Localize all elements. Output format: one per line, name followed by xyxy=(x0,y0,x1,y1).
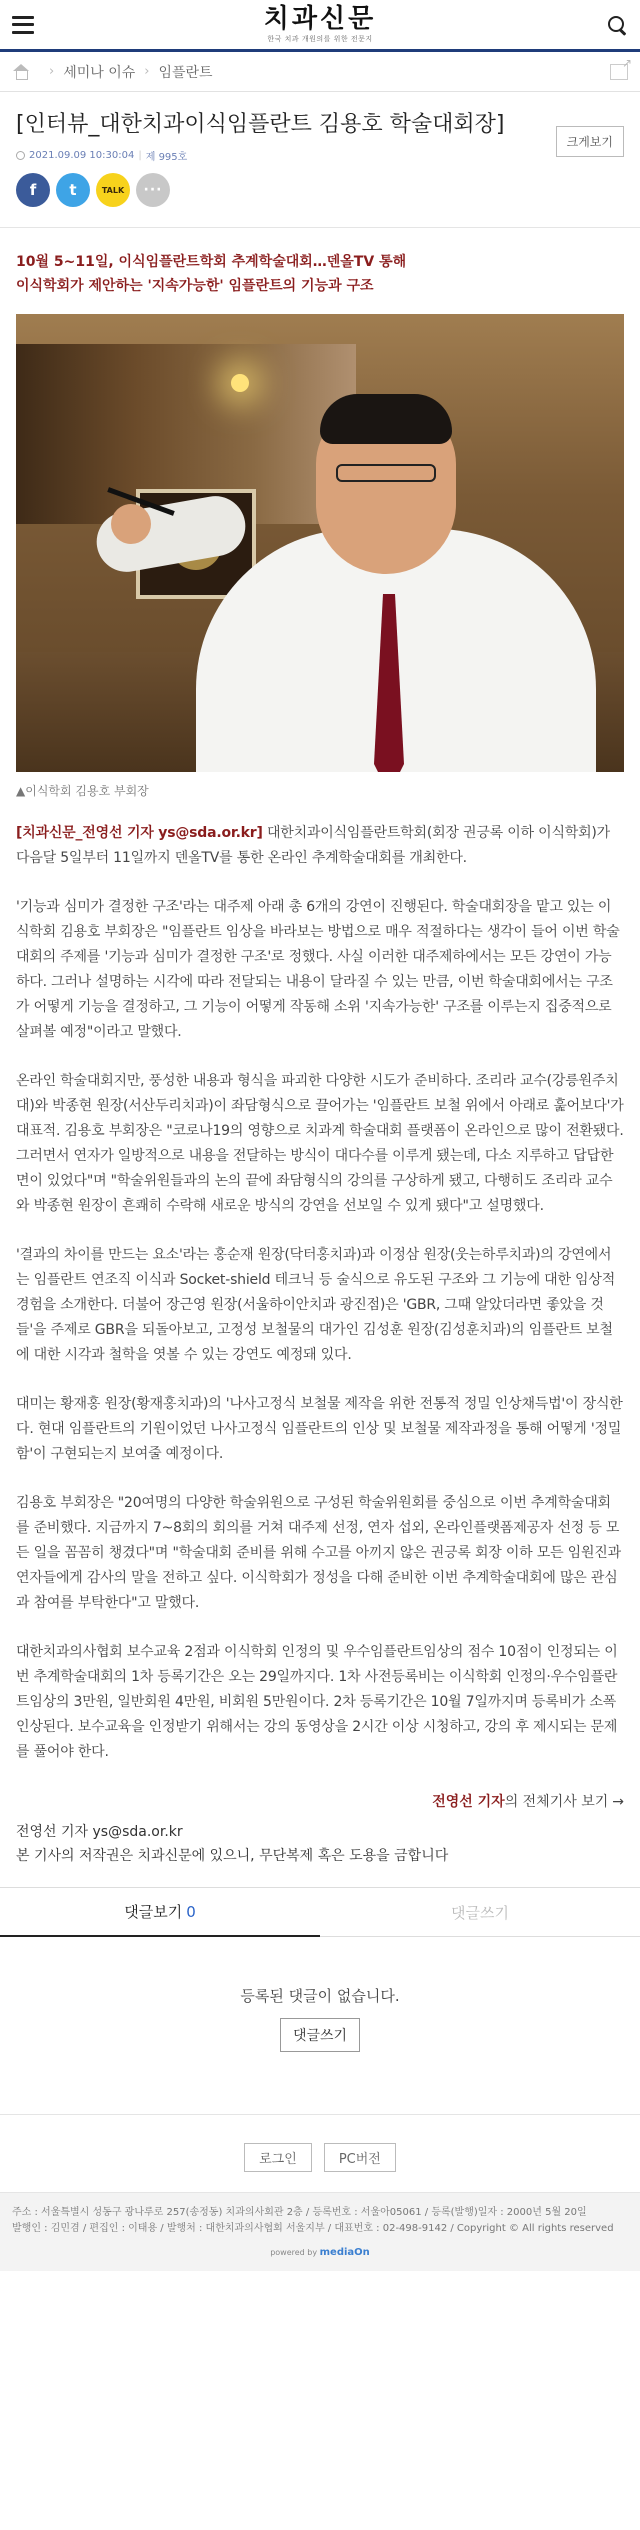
comment-count: 0 xyxy=(186,1902,196,1921)
paragraph-1-text: 대한치과이식임플란트학회(회장 권긍록 이하 이식학회)가 다음달 5일부터 11일까지 덴올TV를 통한 온라인 추계학술대회를 개최한다. xyxy=(16,825,611,866)
logo-subtext: 한국 치과 개원의를 위한 전문지 xyxy=(267,35,373,43)
breadcrumb xyxy=(0,52,640,92)
photo-glasses xyxy=(336,464,436,482)
twitter-icon[interactable]: t xyxy=(56,173,90,207)
paragraph-3: 온라인 학술대회지만, 풍성한 내용과 형식을 파괴한 다양한 시도가 준비하다. 조리라 교수(강릉원주치대)와 박종현 원장(서산두리치과)이 좌담형식으로 끌어가는 '임플란트 보철 위에서 아래로 훑어보다'가 대표적. 김용호 부회장은 "코로나19의 영향으로 치과계 학술대회 플랫폼이 온라인으로 많이 전환됐다. 그러면서 연자가 일방적으로 내용을 전달하는 방식이 대다수를 이루게 됐는데, 다소 지루하고 답답한 면이 있었다"며 "학술위원들과의 논의 끝에 좌담형식의 강의를 구상하게 됐고, 다행히도 조리라 교수와 박종현 원장이 흔쾌히 수락해 새로운 방식의 강연을 선보일 수 있게 됐다"고 설명했다. xyxy=(16,1073,624,1214)
powered-prefix: powered by xyxy=(270,2248,318,2257)
photo-caption: ▲이식학회 김용호 부회장 xyxy=(16,784,149,798)
footer-info xyxy=(0,2192,640,2271)
footer-info-line-1: 주소 : 서울특별시 성동구 광나루로 257(송정동) 치과의사회관 2층 / 등록번호 : 서울아05061 / 등록(발행)일자 : 2000년 5월 20일 xyxy=(12,2207,587,2218)
article-title: [인터뷰_대한치과이식임플란트 김용호 학술대회장] xyxy=(16,112,505,137)
photo-hair xyxy=(320,394,452,444)
clock-icon xyxy=(16,151,25,160)
write-comment-button[interactable]: 댓글쓰기 xyxy=(280,2018,360,2052)
article-meta xyxy=(16,148,187,163)
tab-comment-view[interactable] xyxy=(0,1888,320,1937)
photo-lamp xyxy=(231,374,249,392)
pc-version-button[interactable]: PC버전 xyxy=(324,2143,396,2172)
footer-info-line-2: 발행인 : 김민겸 / 편집인 : 이태용 / 발행처 : 대한치과의사협회 서울지부 / 대표번호 : 02-498-9142 / Copyright © All rights reserved xyxy=(12,2223,614,2234)
share-buttons xyxy=(16,173,624,207)
writer-articles-link[interactable] xyxy=(0,1789,640,1811)
meta-row xyxy=(16,135,624,163)
paragraph-7: 대한치과의사협회 보수교육 2점과 이식학회 인정의 및 우수임플란트임상의 점수 10점이 인정되는 이번 추계학술대회의 1차 등록기간은 오는 29일까지다. 1차 사전등록비는 이식학회 인정의·우수임플란트임상의 3만원, 일반회원 4만원, 비회원 5만원이다. 2차 등록기간은 10월 7일까지며 등록비가 소폭 인상된다. 보수교육을 인정받기 위해서는 강의 동영상을 2시간 이상 시청하고, 강의 후 제시되는 문제를 풀어야 한다. xyxy=(16,1644,618,1760)
paragraph-6: 김용호 부회장은 "20여명의 다양한 학술위원으로 구성된 학술위원회를 중심으로 이번 추계학술대회를 준비했다. 지금까지 7~8회의 회의를 거쳐 대주제 선정, 연자 섭외, 온라인플랫폼제공자 선정 등 모든 일을 꼼꼼히 챙겼다"며 "학술대회 준비를 위해 수고를 아끼지 않은 권긍록 회장 이하 모든 임원진과 연자들에게 감사의 말을 전하고 싶다. 이식학회가 정성을 다해 준비한 이번 추계학술대회에 많은 관심과 참여를 부탁한다"고 말했다. xyxy=(16,1495,621,1611)
meta-separator: | xyxy=(138,150,142,161)
subtitle-line-2: 이식학회가 제안하는 '지속가능한' 임플란트의 기능과 구조 xyxy=(16,278,374,294)
chevron-right-icon: › xyxy=(144,64,150,79)
subtitle-line-1: 10월 5~11일, 이식임플란트학회 추계학술대회…덴올TV 통해 xyxy=(16,254,407,270)
copyright-notice: 본 기사의 저작권은 치과신문에 있으니, 무단복제 혹은 도용을 금합니다 xyxy=(16,1848,449,1864)
breadcrumb-item-seminar[interactable]: 세미나 이슈 xyxy=(63,64,136,81)
tab-comment-view-label: 댓글보기 xyxy=(124,1903,183,1921)
photo-hand xyxy=(111,504,151,544)
facebook-icon[interactable]: f xyxy=(16,173,50,207)
article-body xyxy=(0,799,640,1765)
comment-tabs xyxy=(0,1887,640,1937)
article-subtitle xyxy=(0,228,640,298)
powered-brand-logo: mediaOn xyxy=(319,2247,370,2258)
article-header xyxy=(0,92,640,207)
writer-name: 전영선 기자 xyxy=(432,1794,505,1810)
paragraph-1 xyxy=(16,821,624,871)
big-view-button[interactable]: 크게보기 xyxy=(556,126,624,157)
breadcrumb-item-implant[interactable]: 임플란트 xyxy=(158,64,213,81)
footer-buttons xyxy=(0,2114,640,2172)
photo-container xyxy=(0,298,640,772)
home-icon[interactable] xyxy=(12,64,30,80)
top-header xyxy=(0,0,640,52)
article-date: 2021.09.09 10:30:04 xyxy=(29,150,135,161)
comment-empty-message: 등록된 댓글이 없습니다. xyxy=(240,1987,400,2005)
paragraph-4: '결과의 차이를 만드는 요소'라는 홍순재 원장(닥터홍치과)과 이정삼 원장(웃는하루치과)의 강연에서는 임플란트 연조직 이식과 Socket-shield 테크닉 등 술식으로 유도된 구조와 그 기능에 대한 임상적 경험을 소개한다. 더불어 장근영 원장(서울하이안치과 광진점)은 'GBR, 그때 알았더라면 좋았을 것들'을 주제로 GBR을 되돌아보고, 고정성 보철물의 대가인 김성훈 원장(김성훈치과)의 임플란트 보철에 대한 시각과 철학을 엿볼 수 있는 강연도 예정돼 있다. xyxy=(16,1247,616,1363)
search-icon[interactable] xyxy=(606,14,628,36)
login-button[interactable]: 로그인 xyxy=(244,2143,312,2172)
writer-link-label: 의 전체기사 보기 xyxy=(504,1794,609,1810)
paragraph-5: 대미는 황재홍 원장(황재홍치과)의 '나사고정식 보철물 제작을 위한 전통적 정밀 인상채득법'이 장식한다. 현대 임플란트의 기원이었던 나사고정식 임플란트의 인상 및 보철물 제작과정을 통해 어떻게 '정밀함'이 구현되는지 보여줄 예정이다. xyxy=(16,1396,623,1462)
kakaotalk-icon[interactable]: TALK xyxy=(96,173,130,207)
menu-icon[interactable] xyxy=(12,16,34,34)
arrow-right-icon: → xyxy=(612,1794,624,1810)
article-issue: 제 995호 xyxy=(145,152,188,163)
powered-by xyxy=(12,2245,628,2261)
write-button-wrap xyxy=(0,2006,640,2052)
byline[interactable]: [치과신문_전영선 기자 ys@sda.or.kr] xyxy=(16,825,263,841)
chevron-right-icon: › xyxy=(49,64,55,79)
paragraph-2: '기능과 심미가 결정한 구조'라는 대주제 아래 총 6개의 강연이 진행된다. 학술대회장을 맡고 있는 이식학회 김용호 부회장은 "임플란트 임상을 바라보는 방법으로 매우 적절하다는 생각이 들어 이번 학술대회의 주제를 '기능과 심미가 결정한 구조'로 정했다. 사실 이러한 대주제하에서는 모든 강연이 가능하다. 그러나 설명하는 시각에 따라 전달되는 내용이 달라질 수 있는 만큼, 이번 학술대회에서는 구조가 어떻게 기능을 결정하고, 그 기능이 어떻게 작동해 소위 '지속가능한' 구조를 이루는지 집중적으로 살펴볼 예정"이라고 말했다. xyxy=(16,899,620,1040)
site-logo[interactable] xyxy=(264,5,376,44)
more-icon[interactable]: ··· xyxy=(136,173,170,207)
article-photo[interactable] xyxy=(16,314,624,772)
tab-comment-write[interactable]: 댓글쓰기 xyxy=(320,1888,640,1937)
logo-text: 치과신문 xyxy=(263,4,377,34)
share-out-icon[interactable] xyxy=(610,64,628,80)
writer-email: 전영선 기자 ys@sda.or.kr xyxy=(16,1824,183,1840)
